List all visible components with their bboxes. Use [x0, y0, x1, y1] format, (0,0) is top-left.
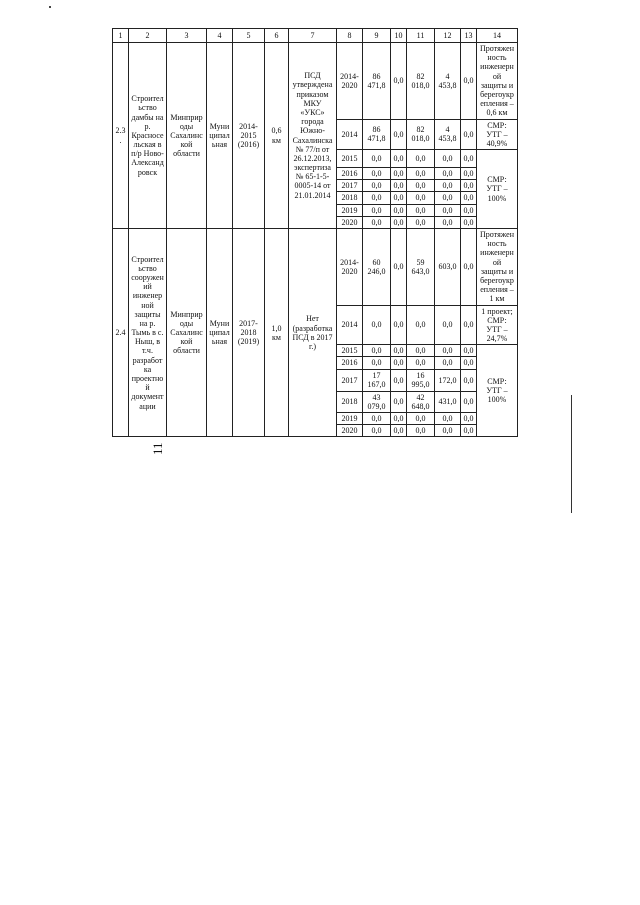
- construction-period: 2017-2018 (2019): [233, 229, 265, 437]
- value-cell-12: 603,0: [435, 229, 461, 306]
- value-cell-13: 0,0: [461, 413, 477, 425]
- project-documentation: ПСД утверждена приказом МКУ «УКС» города Южно-Сахалинска № 77/п от 26.12.2013, экспертиза № 65-1-5-0005-14 от 21.01.2014: [289, 43, 337, 229]
- value-cell-11: 0,0: [407, 425, 435, 437]
- value-cell-13: 0,0: [461, 43, 477, 120]
- value-cell-13: 0,0: [461, 391, 477, 412]
- value-cell-11: 0,0: [407, 413, 435, 425]
- value-cell-13: 0,0: [461, 216, 477, 228]
- value-cell-12: 431,0: [435, 391, 461, 412]
- col-header-3: 3: [167, 29, 207, 43]
- value-cell-13: 0,0: [461, 229, 477, 306]
- value-cell-13: 0,0: [461, 425, 477, 437]
- col-header-4: 4: [207, 29, 233, 43]
- status-2017: СМР: УТГ – 40,9%: [477, 119, 518, 150]
- value-cell-10: 0,0: [391, 216, 407, 228]
- item-number: 2.4: [113, 229, 129, 437]
- status-target: Протяженность инженерной защиты и берегоукрепления – 1 км: [477, 229, 518, 306]
- value-cell-10: 0,0: [391, 391, 407, 412]
- value-cell-12: 0,0: [435, 305, 461, 345]
- value-cell-10: 0,0: [391, 229, 407, 306]
- value-cell-9: 0,0: [363, 204, 391, 216]
- value-cell-12: 0,0: [435, 204, 461, 216]
- year-cell: 2014-2020: [337, 229, 363, 306]
- capacity: 1,0 км: [265, 229, 289, 437]
- col-header-12: 12: [435, 29, 461, 43]
- construction-period: 2014-2015 (2016): [233, 43, 265, 229]
- year-cell: 2014: [337, 119, 363, 150]
- year-cell: 2015: [337, 345, 363, 357]
- table-row: [113, 229, 518, 306]
- year-cell: 2017: [337, 180, 363, 192]
- value-cell-13: 0,0: [461, 150, 477, 168]
- ownership: Муниципальная: [207, 229, 233, 437]
- col-header-6: 6: [265, 29, 289, 43]
- value-cell-11: 0,0: [407, 204, 435, 216]
- value-cell-10: 0,0: [391, 150, 407, 168]
- value-cell-9: 0,0: [363, 425, 391, 437]
- value-cell-10: 0,0: [391, 119, 407, 150]
- value-cell-11: 0,0: [407, 357, 435, 369]
- col-header-9: 9: [363, 29, 391, 43]
- customer: Минприроды Сахалинской области: [167, 43, 207, 229]
- customer: Минприроды Сахалинской области: [167, 229, 207, 437]
- col-header-14: 14: [477, 29, 518, 43]
- value-cell-11: 0,0: [407, 216, 435, 228]
- col-header-11: 11: [407, 29, 435, 43]
- value-cell-10: 0,0: [391, 204, 407, 216]
- value-cell-11: 0,0: [407, 305, 435, 345]
- value-cell-10: 0,0: [391, 357, 407, 369]
- value-cell-9: 0,0: [363, 345, 391, 357]
- status-target: Протяженность инженерной защиты и берегоукрепления – 0,6 км: [477, 43, 518, 120]
- value-cell-12: 172,0: [435, 369, 461, 391]
- value-cell-13: 0,0: [461, 119, 477, 150]
- col-header-8: 8: [337, 29, 363, 43]
- value-cell-11: 0,0: [407, 192, 435, 204]
- value-cell-9: 86 471,8: [363, 43, 391, 120]
- year-cell: 2016: [337, 168, 363, 180]
- value-cell-10: 0,0: [391, 369, 407, 391]
- value-cell-9: 0,0: [363, 168, 391, 180]
- margin-line: [571, 395, 572, 513]
- project-documentation: Нет (разработка ПСД в 2017 г.): [289, 229, 337, 437]
- value-cell-12: 0,0: [435, 345, 461, 357]
- value-cell-13: 0,0: [461, 357, 477, 369]
- year-cell: 2019: [337, 204, 363, 216]
- value-cell-12: 0,0: [435, 192, 461, 204]
- value-cell-12: 0,0: [435, 425, 461, 437]
- value-cell-9: 0,0: [363, 180, 391, 192]
- item-number: 2.3.: [113, 43, 129, 229]
- scan-speck: [49, 6, 51, 8]
- ownership: Муниципальная: [207, 43, 233, 229]
- year-cell: 2019: [337, 413, 363, 425]
- value-cell-9: 0,0: [363, 192, 391, 204]
- col-header-10: 10: [391, 29, 407, 43]
- value-cell-12: 0,0: [435, 180, 461, 192]
- value-cell-11: 82 018,0: [407, 119, 435, 150]
- value-cell-12: 4 453,8: [435, 119, 461, 150]
- value-cell-9: 43 079,0: [363, 391, 391, 412]
- capacity: 0,6 км: [265, 43, 289, 229]
- year-cell: 2015: [337, 150, 363, 168]
- value-cell-11: 0,0: [407, 150, 435, 168]
- value-cell-11: 59 643,0: [407, 229, 435, 306]
- year-cell: 2020: [337, 425, 363, 437]
- value-cell-9: 60 246,0: [363, 229, 391, 306]
- page-number: 11: [150, 442, 165, 455]
- value-cell-11: 82 018,0: [407, 43, 435, 120]
- value-cell-13: 0,0: [461, 192, 477, 204]
- value-cell-10: 0,0: [391, 425, 407, 437]
- value-cell-12: 0,0: [435, 357, 461, 369]
- table-body: [113, 29, 518, 437]
- object-name: Строительство дамбы на р. Красносельская в п/р Ново-Александровск: [129, 43, 167, 229]
- year-cell: 2018: [337, 391, 363, 412]
- value-cell-9: 0,0: [363, 413, 391, 425]
- value-cell-12: 0,0: [435, 413, 461, 425]
- value-cell-11: 0,0: [407, 345, 435, 357]
- col-header-7: 7: [289, 29, 337, 43]
- value-cell-10: 0,0: [391, 192, 407, 204]
- value-cell-10: 0,0: [391, 168, 407, 180]
- value-cell-10: 0,0: [391, 180, 407, 192]
- value-cell-13: 0,0: [461, 168, 477, 180]
- object-name: Строительство сооружений инженерной защиты на р. Тымь в с. Ныш, в т.ч. разработка проектной документации: [129, 229, 167, 437]
- year-cell: 2020: [337, 216, 363, 228]
- value-cell-9: 17 167,0: [363, 369, 391, 391]
- value-cell-9: 0,0: [363, 357, 391, 369]
- value-cell-11: 16 995,0: [407, 369, 435, 391]
- program-table: [112, 28, 518, 437]
- value-cell-12: 4 453,8: [435, 43, 461, 120]
- year-cell: 2017: [337, 369, 363, 391]
- value-cell-13: 0,0: [461, 180, 477, 192]
- value-cell-12: 0,0: [435, 216, 461, 228]
- col-header-2: 2: [129, 29, 167, 43]
- year-cell: 2014: [337, 305, 363, 345]
- value-cell-9: 0,0: [363, 216, 391, 228]
- value-cell-10: 0,0: [391, 345, 407, 357]
- year-cell: 2014-2020: [337, 43, 363, 120]
- col-header-1: 1: [113, 29, 129, 43]
- value-cell-11: 0,0: [407, 168, 435, 180]
- status-2018: СМР: УТГ – 100%: [477, 150, 518, 229]
- value-cell-10: 0,0: [391, 43, 407, 120]
- value-cell-11: 0,0: [407, 180, 435, 192]
- value-cell-10: 0,0: [391, 413, 407, 425]
- year-cell: 2016: [337, 357, 363, 369]
- value-cell-9: 0,0: [363, 150, 391, 168]
- year-cell: 2018: [337, 192, 363, 204]
- value-cell-11: 42 648,0: [407, 391, 435, 412]
- value-cell-13: 0,0: [461, 204, 477, 216]
- value-cell-13: 0,0: [461, 305, 477, 345]
- table-row: [113, 43, 518, 120]
- value-cell-12: 0,0: [435, 150, 461, 168]
- value-cell-13: 0,0: [461, 345, 477, 357]
- value-cell-9: 0,0: [363, 305, 391, 345]
- status-2017: 1 проект; СМР: УТГ – 24,7%: [477, 305, 518, 345]
- status-2018: СМР: УТГ – 100%: [477, 345, 518, 437]
- value-cell-9: 86 471,8: [363, 119, 391, 150]
- col-header-13: 13: [461, 29, 477, 43]
- value-cell-10: 0,0: [391, 305, 407, 345]
- col-header-5: 5: [233, 29, 265, 43]
- value-cell-13: 0,0: [461, 369, 477, 391]
- header-row: [113, 29, 518, 43]
- value-cell-12: 0,0: [435, 168, 461, 180]
